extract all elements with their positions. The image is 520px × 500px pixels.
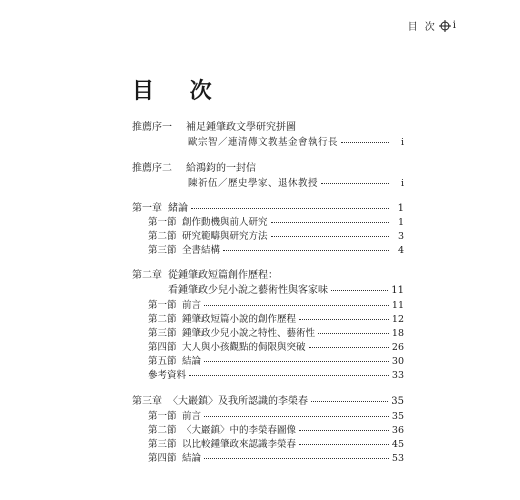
running-header	[408, 18, 458, 33]
section-label: 第一節	[148, 411, 177, 422]
header-label: 目 次	[407, 22, 437, 33]
chapter-title: 從鍾肇政短篇創作歷程：	[168, 270, 278, 281]
section-title: 鍾肇政少兒小說之特性、藝術性	[182, 328, 316, 339]
header-page-number: i	[452, 20, 458, 31]
section-page: 30	[391, 356, 404, 367]
leader-dots	[299, 311, 389, 320]
leader-dots	[299, 436, 389, 445]
toc-entry-chapter-2	[132, 269, 404, 282]
leader-dots	[299, 422, 389, 431]
toc-entry-chapter-3	[132, 395, 404, 408]
section-label: 第一節	[148, 300, 177, 311]
entry-page: i	[400, 178, 404, 189]
section-title: 前言	[182, 411, 202, 422]
section-page: 53	[391, 453, 404, 464]
section-title: 以比較鍾肇政來認識李榮春	[182, 439, 297, 450]
leader-dots	[189, 367, 389, 376]
section-page: 18	[391, 328, 404, 339]
section-label: 第四節	[148, 453, 177, 464]
section-title: 結論	[182, 356, 202, 367]
section-label: 第四節	[148, 342, 177, 353]
section-page: 3	[397, 231, 404, 242]
leader-dots	[331, 282, 388, 291]
section-page: 33	[391, 370, 404, 381]
entry-author: 歐宗智／連清傳文教基金會執行長	[188, 137, 339, 148]
section-label: 第三節	[148, 328, 177, 339]
leader-dots	[271, 214, 389, 223]
section-page: 1	[397, 217, 404, 228]
toc-entry-section	[148, 244, 404, 257]
section-page: 35	[391, 411, 404, 422]
toc-entry-preface-2-author	[188, 177, 404, 190]
section-page: 26	[391, 342, 404, 353]
entry-title: 補足鍾肇政文學研究拼圖	[186, 122, 296, 133]
toc-entry-preface-2	[132, 162, 404, 175]
leader-dots	[204, 408, 389, 417]
leader-dots	[204, 297, 389, 306]
toc-entry-preface-1	[132, 121, 404, 134]
leader-dots	[271, 228, 389, 237]
section-title: 大人與小孩觀點的侷限與突破	[182, 342, 306, 353]
entry-label: 推薦序二	[132, 163, 172, 174]
entry-author: 陳祈伍／歷史學家、退休教授	[188, 178, 319, 189]
section-page: 12	[391, 314, 404, 325]
page-title: 目 次	[132, 78, 226, 104]
entry-page: i	[400, 137, 404, 148]
chapter-title: 〈大巖鎮〉及我所認識的李榮春	[168, 396, 308, 407]
section-page: 36	[391, 425, 404, 436]
chapter-title-continued: 看鍾肇政少兒小說之藝術性與客家味	[168, 285, 328, 296]
leader-dots	[191, 200, 389, 209]
chapter-title: 緒論	[168, 203, 188, 214]
leader-dots	[311, 393, 388, 402]
section-title: 創作動機與前人研究	[182, 217, 268, 228]
leader-dots	[309, 339, 389, 348]
section-page: 11	[391, 300, 404, 311]
leader-dots	[204, 450, 389, 459]
section-label: 第三節	[148, 439, 177, 450]
leader-dots	[223, 242, 389, 251]
toc-entry-preface-1-author	[188, 136, 404, 149]
section-title: 研究範疇與研究方法	[182, 231, 268, 242]
section-label: 第二節	[148, 231, 177, 242]
section-label: 第五節	[148, 356, 177, 367]
entry-label: 推薦序一	[132, 122, 172, 133]
section-title: 鍾肇政短篇小說的創作歷程	[182, 314, 297, 325]
entry-page: 1	[397, 203, 404, 214]
chapter-label: 第三章	[132, 396, 162, 407]
section-title: 〈大巖鎮〉中的李榮春圖像	[182, 425, 297, 436]
leader-dots	[341, 134, 389, 143]
toc-entry-references	[148, 369, 404, 382]
chapter-label: 第二章	[132, 270, 162, 281]
entry-page: 35	[391, 396, 404, 407]
leader-dots	[204, 353, 389, 362]
leader-dots	[321, 175, 389, 184]
section-label: 第一節	[148, 217, 177, 228]
entry-page: 11	[391, 285, 404, 296]
chapter-label: 第一章	[132, 203, 162, 214]
section-title: 結論	[182, 453, 202, 464]
section-label: 第二節	[148, 425, 177, 436]
section-page: 4	[397, 245, 404, 256]
entry-title: 給鴻鈞的一封信	[186, 163, 256, 174]
section-label: 第二節	[148, 314, 177, 325]
crosshair-circle-icon	[439, 20, 451, 32]
section-title: 參考資料	[148, 370, 187, 381]
section-label: 第三節	[148, 245, 177, 256]
section-title: 前言	[182, 300, 202, 311]
toc-entry-section	[148, 452, 404, 465]
section-page: 45	[391, 439, 404, 450]
toc-entry-chapter-2-line2	[168, 284, 404, 297]
leader-dots	[318, 325, 389, 334]
section-title: 全書結構	[182, 245, 221, 256]
